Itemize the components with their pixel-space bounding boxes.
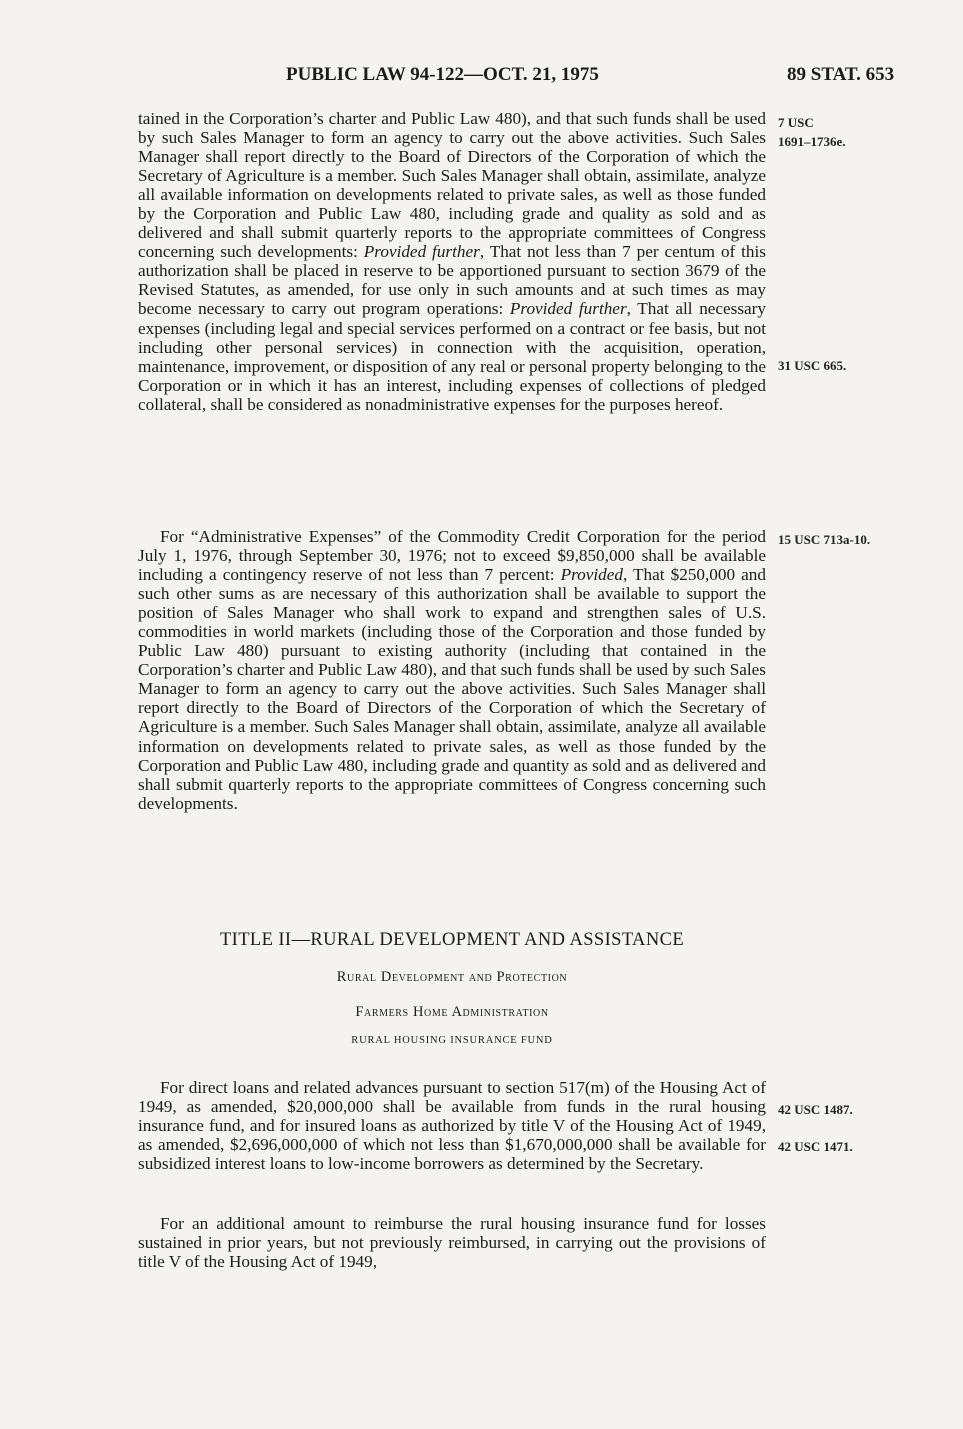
- paragraph-text-segment: For “Administrative Expenses” of the Commodity Credit Corporation for the period July 1, 1976, through September 30, 1976; not to exceed $9,850,000 shall be available including a contingency reserve of not less than 7 percent:: [138, 527, 766, 585]
- paragraph-administrative-expenses: [138, 527, 766, 813]
- italic-proviso-text: Provided further: [363, 242, 480, 262]
- agency-heading: Farmers Home Administration: [355, 1004, 549, 1020]
- paragraph-text-segment: For direct loans and related advances pursuant to section 517(m) of the Housing Act of 1949, as amended, $20,000,000 shall be available from funds in the rural housing insurance fund, and for insured loans as authorized by title V of the Housing Act of 1949, as amended, $2,696,000,000 of which not less than $1,670,000,000 shall be available for subsidized interest loans to low-income borrowers as determined by the Secretary.: [138, 1078, 766, 1174]
- page-header-title: PUBLIC LAW 94-122—OCT. 21, 1975: [286, 64, 599, 85]
- marginal-note-31-usc: 31 USC 665.: [778, 358, 847, 373]
- marginal-note-42-usc-1471: 42 USC 1471.: [778, 1139, 853, 1154]
- marginal-note-7-usc: [778, 113, 846, 151]
- marginal-note-7-usc-line1: 7 USC: [778, 115, 814, 130]
- fund-heading: RURAL HOUSING INSURANCE FUND: [351, 1035, 553, 1046]
- marginal-note-15-usc: 15 USC 713a-10.: [778, 532, 871, 547]
- paragraph-text-segment: , That not less than 7 per centum of this authorization shall be placed in reserve to be apportioned pursuant to section 3679 of the Revised Statutes, as amended, for use only in such amounts and at such times as may become necessary to carry out program operations:: [138, 242, 766, 319]
- marginal-note-42-usc-1487: 42 USC 1487.: [778, 1102, 853, 1117]
- section-heading: Rural Development and Protection: [336, 969, 568, 985]
- paragraph-additional-amount: [138, 1214, 766, 1271]
- paragraph-text-segment: tained in the Corporation’s charter and Public Law 480), and that such funds shall be used by such Sales Manager to form an agency to carry out the above activities. Such Sales Manager shall report directly to the Board of Directors of the Corporation of which the Secretary of Agriculture is a member. Such Sales Manager shall obtain, assimilate, analyze all available information on developments related to private sales, as well as those funded by the Corporation and Public Law 480, including grade and quality as sold and as delivered and shall submit quarterly reports to the appropriate committees of Congress concerning such developments:: [138, 109, 766, 262]
- paragraph-direct-loans: [138, 1078, 766, 1173]
- page-header: [0, 64, 963, 94]
- paragraph-text-segment: , That all necessary expenses (including legal and special services performed on a contract or fee basis, but not including other personal services) in connection with the acquisition, operation, maintenance, improvement, or disposition of any real or personal property belonging to the Corporation or in which it has an interest, including expenses of collections of pledged collateral, shall be considered as nonadministrative expenses for the purposes hereof.: [138, 299, 766, 414]
- paragraph-continuation: [138, 109, 766, 414]
- page-header-stat-citation: 89 STAT. 653: [787, 64, 895, 85]
- title-heading: TITLE II—RURAL DEVELOPMENT AND ASSISTANCE: [219, 930, 685, 950]
- italic-proviso-text: Provided: [560, 565, 623, 585]
- paragraph-text-segment: , That $250,000 and such other sums as are necessary of this authorization shall be available to support the position of Sales Manager who shall work to expand and strengthen sales of U.S. commodities in world markets (including those of the Corporation and those funded by Public Law 480) pursuant to existing authority (including that contained in the Corporation’s charter and Public Law 480), and that such funds shall be used by such Sales Manager to form an agency to carry out the above activities. Such Sales Manager shall report directly to the Board of Directors of the Corporation of which the Secretary of Agriculture is a member. Such Sales Manager shall obtain, assimilate, analyze all available information on developments related to private sales, as well as those funded by the Corporation and Public Law 480, including grade and quantity as sold and as delivered and shall submit quarterly reports to the appropriate committees of Congress concerning such developments.: [138, 565, 766, 813]
- italic-proviso-text: Provided further: [509, 299, 627, 319]
- paragraph-text-segment: For an additional amount to reimburse the rural housing insurance fund for losses sustained in prior years, but not previously reimbursed, in carrying out the provisions of title V of the Housing Act of 1949,: [138, 1214, 766, 1272]
- marginal-note-7-usc-line2: 1691–1736e.: [778, 134, 846, 149]
